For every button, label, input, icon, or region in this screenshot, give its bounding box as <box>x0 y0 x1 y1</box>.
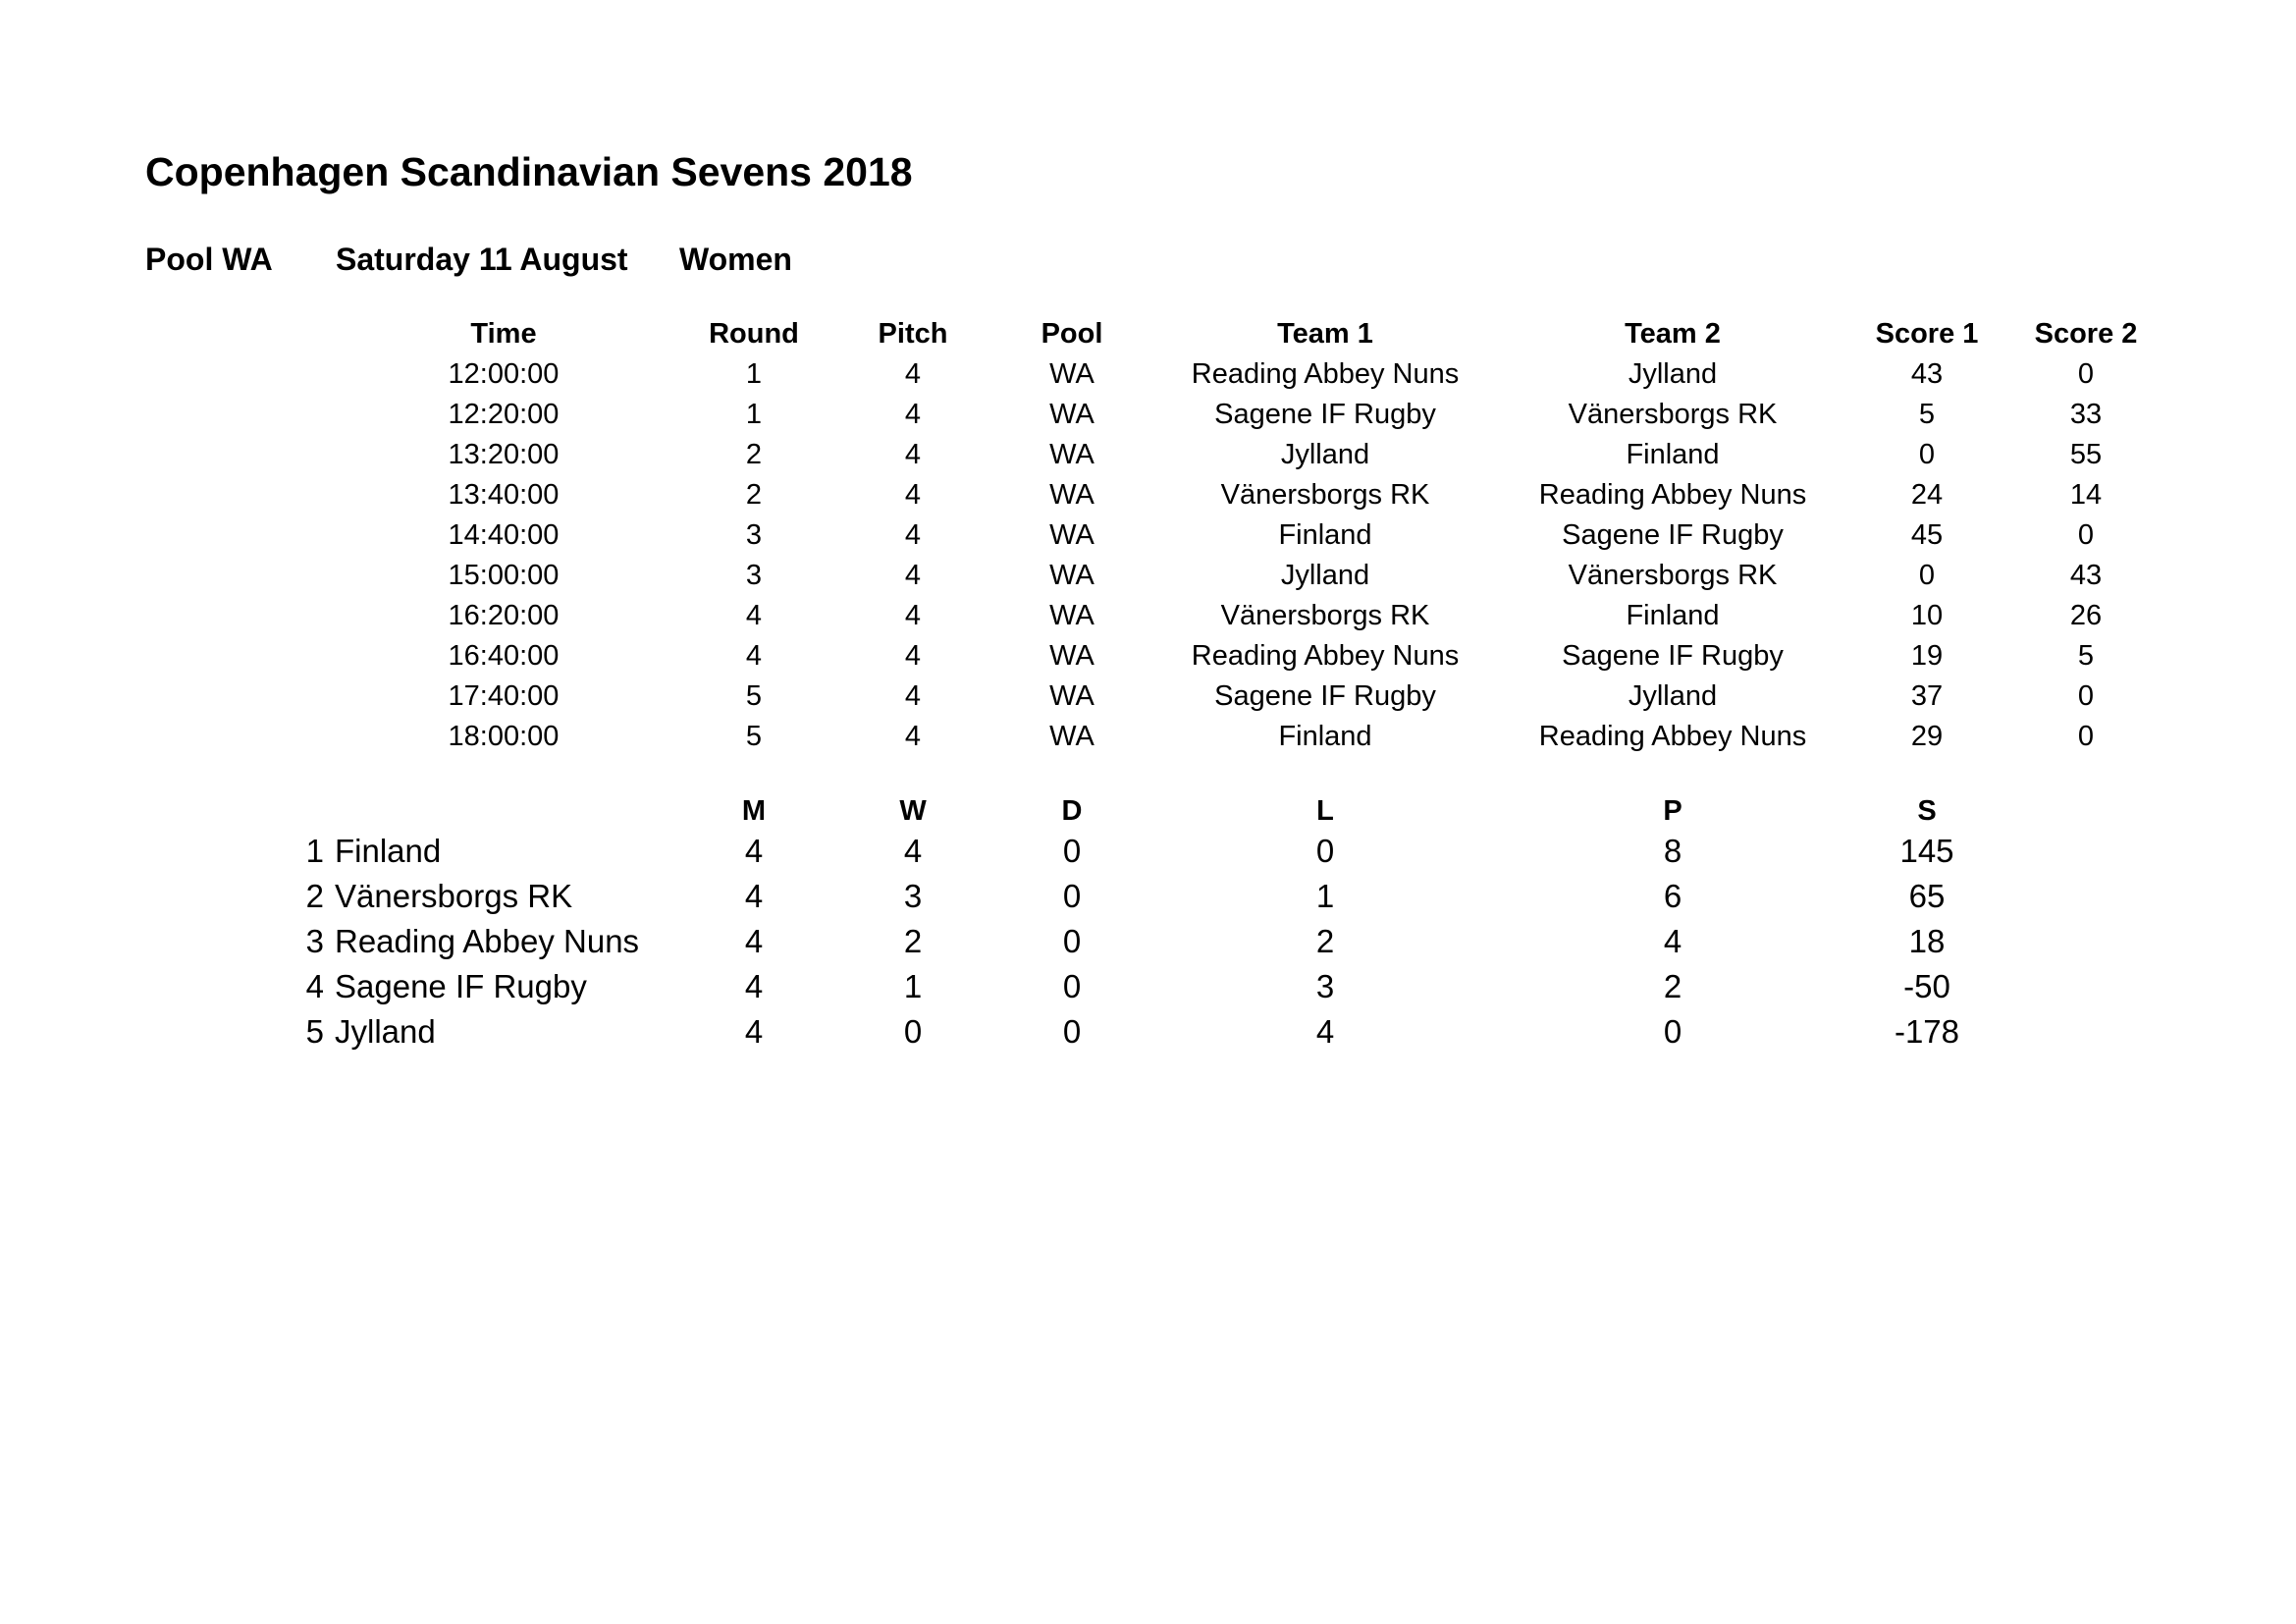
fixture-round-cell: 5 <box>745 680 763 712</box>
standings-score-diff-cell: -178 <box>1894 1013 1960 1050</box>
fixtures-header-round: Round <box>709 318 799 350</box>
fixture-team2-cell: Vänersborgs RK <box>1568 399 1778 430</box>
fixture-pool-cell: WA <box>1049 560 1095 591</box>
fixture-pitch-cell: 4 <box>904 479 922 511</box>
standings-team-name: Reading Abbey Nuns <box>335 923 640 959</box>
standings-draws-cell: 0 <box>1062 923 1082 959</box>
fixture-pitch-cell: 4 <box>904 399 922 430</box>
fixture-pitch-cell: 4 <box>904 600 922 631</box>
fixture-pitch-cell: 4 <box>904 439 922 470</box>
standings-header-points: P <box>1663 795 1682 827</box>
fixture-time-cell: 15:00:00 <box>448 560 560 591</box>
fixture-pitch-cell: 4 <box>904 358 922 390</box>
standings-losses-cell: 0 <box>1315 833 1335 869</box>
fixtures-header-team1: Team 1 <box>1277 318 1373 350</box>
standings-team-name: Sagene IF Rugby <box>335 968 587 1004</box>
fixture-team2-cell: Vänersborgs RK <box>1568 560 1778 591</box>
fixture-pool-cell: WA <box>1049 680 1095 712</box>
standings-header-score-diff: S <box>1917 795 1937 827</box>
fixture-round-cell: 3 <box>745 519 763 551</box>
fixture-score2-cell: 43 <box>2069 560 2103 591</box>
standings-header-matches: M <box>741 795 767 827</box>
standings-points-cell: 2 <box>1663 968 1682 1004</box>
category-label: Women <box>679 242 792 277</box>
fixture-pitch-cell: 4 <box>904 519 922 551</box>
standings-matches-cell: 4 <box>744 878 764 914</box>
standings-rank: 5 <box>305 1013 324 1050</box>
standings-matches-cell: 4 <box>744 1013 764 1050</box>
standings-header-draws: D <box>1061 795 1083 827</box>
standings-matches-cell: 4 <box>744 968 764 1004</box>
standings-losses-cell: 2 <box>1315 923 1335 959</box>
standings-wins-cell: 0 <box>903 1013 923 1050</box>
standings-draws-cell: 0 <box>1062 878 1082 914</box>
standings-team-name: Vänersborgs RK <box>335 878 573 914</box>
fixtures-header-pool: Pool <box>1041 318 1103 350</box>
fixtures-header-team2: Team 2 <box>1625 318 1721 350</box>
pool-label: Pool WA <box>145 242 273 277</box>
fixture-score2-cell: 0 <box>2077 680 2095 712</box>
fixture-score1-cell: 19 <box>1910 640 1944 672</box>
fixture-score2-cell: 33 <box>2069 399 2103 430</box>
standings-matches-cell: 4 <box>744 923 764 959</box>
standings-losses-cell: 1 <box>1315 878 1335 914</box>
fixture-score2-cell: 26 <box>2069 600 2103 631</box>
fixture-round-cell: 4 <box>745 600 763 631</box>
fixture-pitch-cell: 4 <box>904 560 922 591</box>
fixture-pitch-cell: 4 <box>904 640 922 672</box>
fixture-score1-cell: 29 <box>1910 721 1944 752</box>
fixture-pitch-cell: 4 <box>904 721 922 752</box>
fixture-pool-cell: WA <box>1049 399 1095 430</box>
fixture-score2-cell: 55 <box>2069 439 2103 470</box>
fixture-team1-cell: Reading Abbey Nuns <box>1191 358 1460 390</box>
fixture-score2-cell: 0 <box>2077 519 2095 551</box>
standings-team-name: Finland <box>335 833 442 869</box>
standings-points-cell: 0 <box>1663 1013 1682 1050</box>
fixture-score2-cell: 0 <box>2077 721 2095 752</box>
fixture-time-cell: 14:40:00 <box>448 519 560 551</box>
fixture-pool-cell: WA <box>1049 479 1095 511</box>
fixtures-header-score1: Score 1 <box>1875 318 1979 350</box>
fixture-score2-cell: 14 <box>2069 479 2103 511</box>
fixture-round-cell: 3 <box>745 560 763 591</box>
standings-points-cell: 4 <box>1663 923 1682 959</box>
fixture-time-cell: 13:20:00 <box>448 439 560 470</box>
standings-wins-cell: 1 <box>903 968 923 1004</box>
standings-score-diff-cell: -50 <box>1903 968 1950 1004</box>
standings-score-diff-cell: 18 <box>1908 923 1946 959</box>
standings-score-diff-cell: 145 <box>1899 833 1954 869</box>
fixture-score1-cell: 45 <box>1910 519 1944 551</box>
standings-wins-cell: 2 <box>903 923 923 959</box>
fixture-team1-cell: Sagene IF Rugby <box>1214 399 1436 430</box>
fixture-time-cell: 13:40:00 <box>448 479 560 511</box>
fixture-team1-cell: Jylland <box>1280 560 1370 591</box>
fixture-pool-cell: WA <box>1049 640 1095 672</box>
fixture-score2-cell: 0 <box>2077 358 2095 390</box>
fixture-score2-cell: 5 <box>2077 640 2095 672</box>
fixture-pool-cell: WA <box>1049 600 1095 631</box>
fixture-time-cell: 12:00:00 <box>448 358 560 390</box>
standings-wins-cell: 3 <box>903 878 923 914</box>
fixture-round-cell: 2 <box>745 439 763 470</box>
fixture-time-cell: 12:20:00 <box>448 399 560 430</box>
standings-header-losses: L <box>1316 795 1334 827</box>
standings-draws-cell: 0 <box>1062 833 1082 869</box>
standings-rank: 4 <box>305 968 324 1004</box>
fixture-time-cell: 16:40:00 <box>448 640 560 672</box>
standings-rank: 2 <box>305 878 324 914</box>
standings-draws-cell: 0 <box>1062 968 1082 1004</box>
standings-team-name: Jylland <box>335 1013 436 1050</box>
fixture-round-cell: 1 <box>745 399 763 430</box>
fixture-team2-cell: Finland <box>1626 600 1720 631</box>
fixture-score1-cell: 0 <box>1918 439 1936 470</box>
fixture-pool-cell: WA <box>1049 721 1095 752</box>
standings-header-wins: W <box>899 795 927 827</box>
fixture-team2-cell: Sagene IF Rugby <box>1562 640 1784 672</box>
fixture-team2-cell: Jylland <box>1628 358 1718 390</box>
fixture-team1-cell: Vänersborgs RK <box>1220 479 1430 511</box>
fixture-round-cell: 5 <box>745 721 763 752</box>
standings-wins-cell: 4 <box>903 833 923 869</box>
fixture-pool-cell: WA <box>1049 439 1095 470</box>
standings-losses-cell: 4 <box>1315 1013 1335 1050</box>
standings-rank: 1 <box>305 833 324 869</box>
standings-draws-cell: 0 <box>1062 1013 1082 1050</box>
fixture-score1-cell: 0 <box>1918 560 1936 591</box>
fixtures-header-time: Time <box>470 318 537 350</box>
fixtures-header-score2: Score 2 <box>2034 318 2138 350</box>
date-label: Saturday 11 August <box>336 242 628 277</box>
fixture-team2-cell: Finland <box>1626 439 1720 470</box>
fixture-score1-cell: 43 <box>1910 358 1944 390</box>
standings-losses-cell: 3 <box>1315 968 1335 1004</box>
fixture-time-cell: 17:40:00 <box>448 680 560 712</box>
fixtures-header-pitch: Pitch <box>878 318 948 350</box>
standings-points-cell: 8 <box>1663 833 1682 869</box>
standings-matches-cell: 4 <box>744 833 764 869</box>
fixture-team2-cell: Reading Abbey Nuns <box>1538 479 1807 511</box>
fixture-score1-cell: 24 <box>1910 479 1944 511</box>
fixture-pool-cell: WA <box>1049 519 1095 551</box>
fixture-pitch-cell: 4 <box>904 680 922 712</box>
fixture-team2-cell: Jylland <box>1628 680 1718 712</box>
fixture-team1-cell: Finland <box>1278 721 1372 752</box>
page-title: Copenhagen Scandinavian Sevens 2018 <box>145 149 913 194</box>
fixture-team1-cell: Finland <box>1278 519 1372 551</box>
fixture-team1-cell: Sagene IF Rugby <box>1214 680 1436 712</box>
standings-score-diff-cell: 65 <box>1908 878 1946 914</box>
fixture-team1-cell: Jylland <box>1280 439 1370 470</box>
fixture-team2-cell: Sagene IF Rugby <box>1562 519 1784 551</box>
fixture-time-cell: 16:20:00 <box>448 600 560 631</box>
fixture-team2-cell: Reading Abbey Nuns <box>1538 721 1807 752</box>
fixture-team1-cell: Reading Abbey Nuns <box>1191 640 1460 672</box>
fixture-team1-cell: Vänersborgs RK <box>1220 600 1430 631</box>
standings-points-cell: 6 <box>1663 878 1682 914</box>
fixture-score1-cell: 37 <box>1910 680 1944 712</box>
fixture-pool-cell: WA <box>1049 358 1095 390</box>
fixture-round-cell: 4 <box>745 640 763 672</box>
fixture-round-cell: 1 <box>745 358 763 390</box>
fixture-time-cell: 18:00:00 <box>448 721 560 752</box>
standings-rank: 3 <box>305 923 324 959</box>
fixture-score1-cell: 5 <box>1918 399 1936 430</box>
fixture-round-cell: 2 <box>745 479 763 511</box>
fixture-score1-cell: 10 <box>1910 600 1944 631</box>
